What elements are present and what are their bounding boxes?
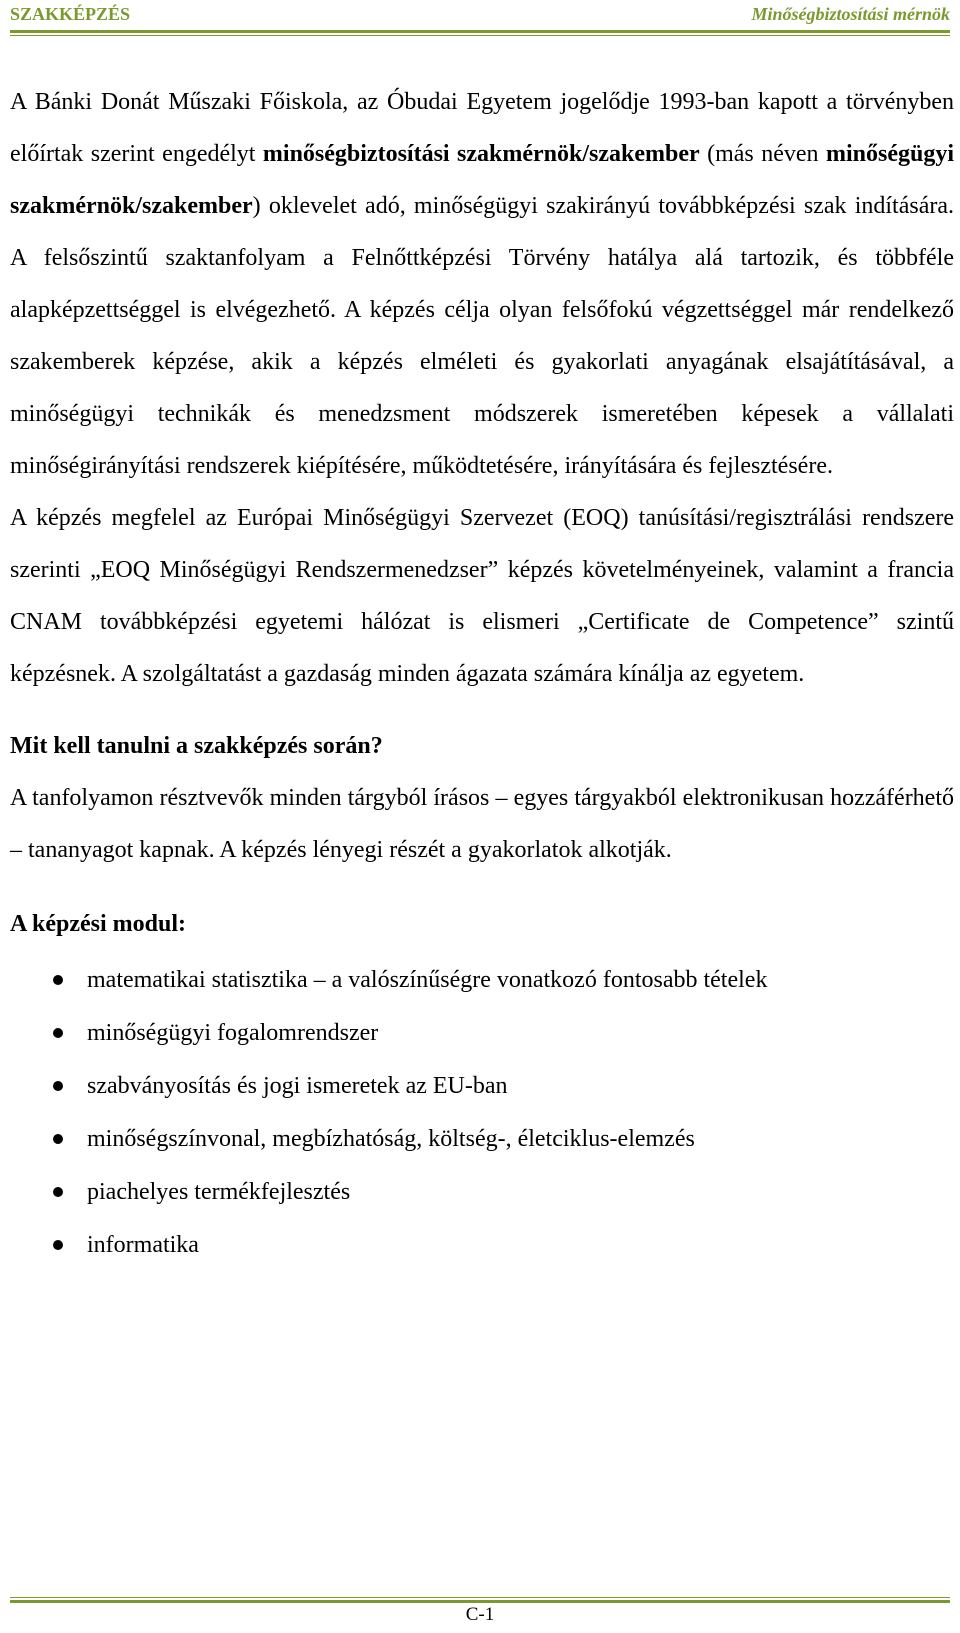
intro-paragraph-2: A képzés megfelel az Európai Minőségügyi Szervezet (EOQ) tanúsítási/regisztrálási rendszere szerinti „EOQ Minőségügyi Rendszermenedzser” képzés követelményeinek, valamint a francia CNAM továbbképzési egyetemi hálózat is elismeri „Certificate de Competence” szintű képzésnek. A szolgáltatást a gazdaság minden ágazata számára kínálja az egyetem. — [10, 505, 954, 687]
list-item-text: minőségszínvonal, megbízhatóság, költség-, életciklus-elemzés — [87, 1126, 695, 1152]
list-item — [10, 1113, 954, 1166]
intro-text-d: ) oklevelet adó, minőségügyi szakirányú továbbképzési szak indítására. A felsőszintű szaktanfolyam a Felnőttképzési Törvény hatálya alá tartozik, és többféle alapképzettséggel is elvégezhető. A képzés célja olyan felsőfokú végzettséggel már rendelkező szakemberek képzése, akik a képzés elméleti és gyakorlati anyagának elsajátításával, a minőségügyi technikák és menedzsment módszerek ismeretében képesek a vállalati minőségirányítási rendszerek kiépítésére, működtetésére, irányítására és fejlesztésére. — [10, 193, 954, 479]
study-heading: Mit kell tanulni a szakképzés során? — [10, 733, 383, 759]
bullet-icon — [53, 1134, 63, 1144]
running-header — [10, 4, 950, 28]
list-item — [10, 954, 954, 1007]
header-rule — [10, 30, 950, 36]
page-number: C-1 — [465, 1604, 495, 1625]
bullet-icon — [53, 1240, 63, 1250]
bullet-icon — [53, 1028, 63, 1038]
modules-list — [10, 954, 954, 1272]
header-right-title: Minőségbiztosítási mérnök — [751, 4, 950, 24]
list-item — [10, 1166, 954, 1219]
list-item-text: matematikai statisztika – a valószínűségre vonatkozó fontosabb tételek — [87, 967, 768, 993]
intro-text-c: (más néven — [699, 141, 826, 167]
list-item-text: piachelyes termékfejlesztés — [87, 1179, 351, 1205]
list-item — [10, 1007, 954, 1060]
intro-bold-term-2: minőségügyi szakmérnök/szakember — [10, 141, 954, 219]
bullet-icon — [53, 1187, 63, 1197]
list-item — [10, 1219, 954, 1272]
bullet-icon — [53, 1081, 63, 1091]
list-item-text: informatika — [87, 1232, 199, 1258]
modules-heading: A képzési modul: — [10, 911, 187, 937]
bullet-icon — [53, 975, 63, 985]
list-item — [10, 1060, 954, 1113]
header-left-title: SZAKKÉPZÉS — [10, 4, 131, 24]
list-item-text: szabványosítás és jogi ismeretek az EU-ban — [87, 1073, 508, 1099]
intro-bold-term-1: minőségbiztosítási szakmérnök/szakember — [262, 141, 700, 167]
intro-paragraph-1 — [10, 76, 954, 492]
footer-rule — [10, 1597, 950, 1603]
list-item-text: minőségügyi fogalomrendszer — [87, 1020, 379, 1046]
study-paragraph: A tanfolyamon résztvevők minden tárgyból írásos – egyes tárgyakból elektronikusan hozzáférhető – tananyagot kapnak. A képzés lényegi részét a gyakorlatok alkotják. — [10, 785, 954, 863]
intro-text-a: A Bánki Donát Műszaki Főiskola, az Óbudai Egyetem jogelődje 1993-ban kapott a törvényben előírtak szerint engedélyt — [10, 89, 954, 167]
page-body — [10, 76, 954, 1272]
